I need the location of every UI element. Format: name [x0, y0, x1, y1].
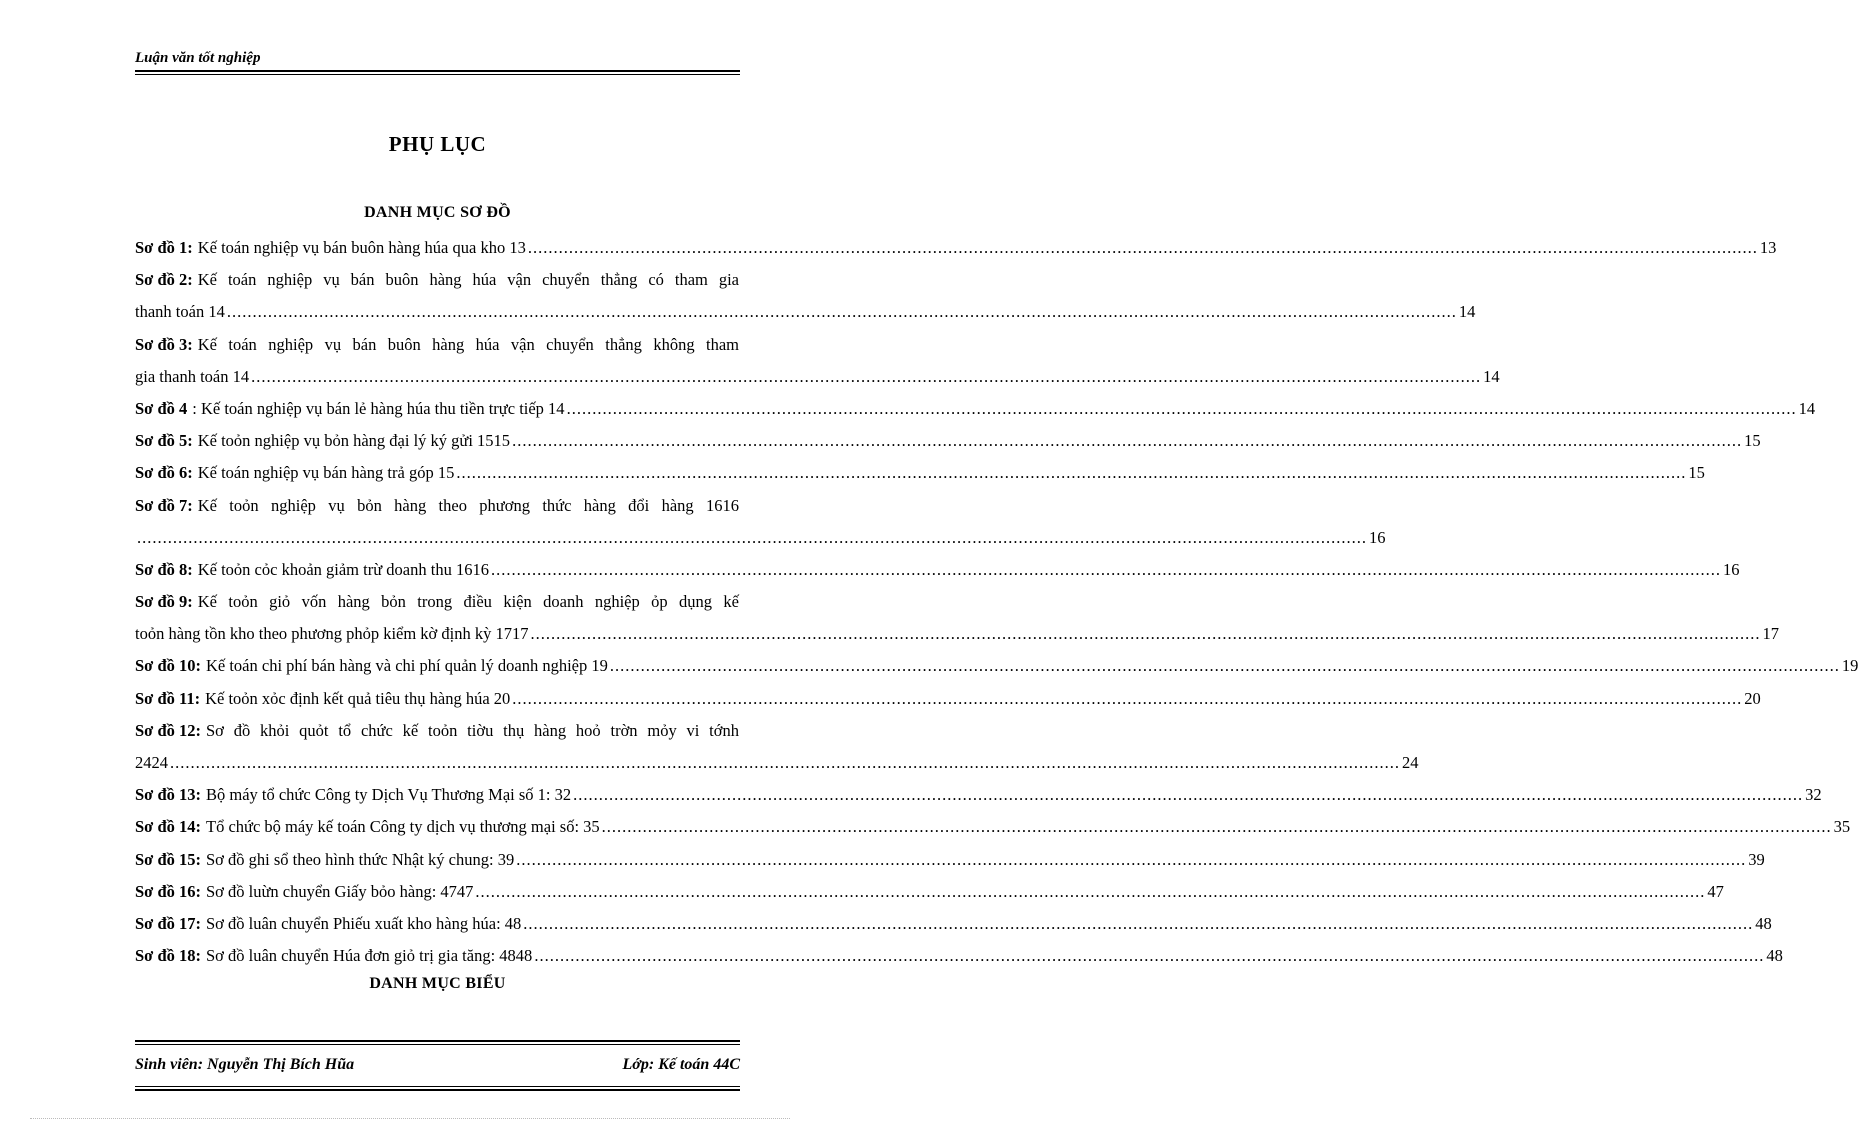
toc-entry-label: Sơ đồ 15:: [135, 849, 201, 869]
dot-leader: [534, 940, 1764, 972]
toc-entry-label: Sơ đồ 4: [135, 398, 188, 418]
toc-entry-label: Sơ đồ 14:: [135, 817, 201, 837]
footer-rule-top: [135, 1040, 740, 1045]
toc-entry: [135, 844, 1765, 876]
toc-entry: [135, 232, 1777, 264]
toc-entry-page: 48: [1755, 913, 1772, 933]
page-edge: [30, 1118, 790, 1119]
dot-leader: [227, 296, 1457, 328]
toc-entry-label: Sơ đồ 16:: [135, 881, 201, 901]
toc-entry-label: Sơ đồ 9:: [135, 592, 193, 612]
dot-leader: [567, 393, 1797, 425]
toc-entry-text: Kế toán nghiệp vụ bán buôn hàng húa qua kho 13: [197, 238, 526, 257]
toc-entry-label: Sơ đồ 17:: [135, 913, 201, 933]
toc-entry: [135, 715, 739, 747]
dot-leader: [573, 779, 1803, 811]
header-rule: [135, 70, 740, 75]
toc-entry-text: Kế toán chi phí bán hàng và chi phí quản lý doanh nghiệp 19: [205, 656, 608, 676]
toc-entry-page: 20: [1744, 688, 1761, 708]
dot-leader: [516, 844, 1746, 876]
dot-leader: [610, 650, 1840, 682]
toc-entry: [135, 393, 1816, 425]
section-title-diagrams: DANH MỤC SƠ ĐỒ: [364, 204, 511, 221]
dot-leader: [251, 361, 1481, 393]
toc-entry-text-cont: 2424: [135, 753, 168, 772]
toc-entry-text: Sơ đồ luân chuyển Phiếu xuất kho hàng húa: 48: [205, 913, 522, 933]
toc-entry-text: Kế toán nghiệp vụ bán hàng trả góp 15: [197, 463, 455, 483]
toc-entry-page: 48: [1766, 946, 1783, 966]
toc-entry-label: Sơ đồ 5:: [135, 431, 193, 451]
toc-entry-continuation: [135, 522, 1386, 554]
toc-entry-text: Sơ đồ ghi sổ theo hình thức Nhật ký chung: 39: [205, 849, 515, 869]
toc-entry-label: Sơ đồ 13:: [135, 785, 201, 805]
toc-entry-label: Sơ đồ 10:: [135, 656, 201, 676]
toc-entry-page: 24: [1402, 753, 1419, 772]
toc-entry-page: 14: [1798, 398, 1816, 418]
dot-leader: [137, 522, 1367, 554]
toc-entry-label: Sơ đồ 3:: [135, 334, 193, 354]
toc-entry-label: Sơ đồ 8:: [135, 559, 193, 579]
dot-leader: [456, 457, 1686, 489]
toc-entry-label: Sơ đồ 18:: [135, 946, 201, 966]
toc-entry-label: Sơ đồ 7:: [135, 495, 193, 515]
dot-leader: [531, 618, 1761, 650]
toc-entry-label: Sơ đồ 2:: [135, 270, 193, 290]
toc-entry-page: 16: [1369, 527, 1386, 547]
toc-entry: [135, 264, 739, 296]
toc-entry-text: : Kế toán nghiệp vụ bán lẻ hàng húa thu tiền trực tiếp 14: [192, 398, 565, 418]
toc-entry-text-cont: toỏn hàng tồn kho theo phương phỏp kiểm kờ định kỳ 1717: [135, 624, 529, 644]
toc-entry-label: Sơ đồ 11:: [135, 688, 201, 708]
toc-entry-continuation: [135, 361, 1500, 393]
toc-entry: [135, 650, 1858, 682]
toc-entry-text: Kế toỏn nghiệp vụ bỏn hàng theo phương thức hàng đổi hàng 1616: [197, 495, 739, 515]
dot-leader: [512, 683, 1742, 715]
toc-entry: [135, 554, 1740, 586]
toc-entry-continuation: [135, 747, 1419, 779]
dot-leader: [512, 425, 1742, 457]
toc-entry-page: 16: [1722, 559, 1740, 579]
toc-entry-text: Sơ đồ luân chuyển Húa đơn giỏ trị gia tăng: 4848: [205, 946, 533, 966]
toc-entry-text: Bộ máy tổ chức Công ty Dịch Vụ Thương Mại số 1: 32: [205, 785, 572, 805]
toc-entry-page: 14: [1458, 302, 1476, 322]
toc-entry: [135, 779, 1822, 811]
toc-entry-page: 13: [1759, 238, 1777, 257]
toc-entry-text: Kế toán nghiệp vụ bán buôn hàng húa vận chuyển thẳng không tham: [197, 334, 739, 354]
dot-leader: [475, 876, 1705, 908]
toc-entry: [135, 811, 1851, 843]
toc-entry-text: Tổ chức bộ máy kế toán Công ty dịch vụ thương mại số: 35: [205, 817, 600, 837]
toc-entry-text: Kế toỏn xỏc định kết quả tiêu thụ hàng húa 20: [205, 688, 511, 708]
toc-entry-continuation: [135, 618, 1779, 650]
toc-entry: [135, 425, 1761, 457]
page-title: PHỤ LỤC: [388, 132, 487, 156]
toc-entry-page: 15: [1688, 463, 1705, 483]
toc-entry-label: Sơ đồ 6:: [135, 463, 193, 483]
toc-entry-text: Kế toán nghiệp vụ bán buôn hàng húa vận chuyển thẳng có tham gia: [197, 270, 739, 290]
toc-entry-page: 17: [1762, 624, 1779, 644]
toc-entry-label: Sơ đồ 12:: [135, 720, 201, 740]
toc-entry-text: Kế toỏn cỏc khoản giảm trừ doanh thu 1616: [197, 559, 489, 579]
footer-rule-bottom: [135, 1086, 740, 1091]
page-header: [135, 48, 740, 68]
toc-entry: [135, 329, 739, 361]
toc-entry-text: Kế toỏn giỏ vốn hàng bỏn trong điều kiện doanh nghiệp ỏp dụng kế: [197, 592, 739, 612]
section-title-tables: DANH MỤC BIỂU: [369, 975, 506, 992]
toc-entry-text: Sơ đồ luừn chuyển Giấy bỏo hàng: 4747: [205, 881, 474, 901]
toc-entry-page: 39: [1748, 849, 1765, 869]
toc-entry-page: 14: [1483, 366, 1500, 386]
footer-class: Lớp: Kế toán 44C: [622, 1056, 740, 1073]
toc-entry: [135, 683, 1761, 715]
toc-entry: [135, 940, 1783, 972]
toc-entry-continuation: [135, 296, 1476, 328]
page-footer: [135, 1040, 740, 1110]
toc-entry-text: Kế toỏn nghiệp vụ bỏn hàng đại lý ký gửi 1515: [197, 431, 511, 451]
toc-entry-page: 47: [1707, 881, 1724, 901]
toc-entry-page: 32: [1805, 785, 1822, 805]
toc-entry-page: 15: [1744, 431, 1761, 451]
footer-student: Sinh viên: Nguyễn Thị Bích Hũa: [135, 1056, 355, 1073]
toc-entry-text-cont: gia thanh toán 14: [135, 366, 250, 386]
dot-leader: [491, 554, 1721, 586]
toc-entry: [135, 876, 1724, 908]
toc-entry: [135, 908, 1772, 940]
toc-entry-text: Sơ đồ khỏi quỏt tổ chức kế toỏn tiờu thụ hàng hoỏ trờn mỏy vi tớnh: [205, 720, 739, 740]
toc-entry-page: 35: [1833, 817, 1851, 837]
header-title: Luận văn tốt nghiệp: [135, 50, 261, 66]
diagram-list: [135, 232, 1858, 972]
toc-entry: [135, 586, 739, 618]
toc-entry-page: 19: [1841, 656, 1858, 676]
dot-leader: [523, 908, 1753, 940]
toc-entry-label: Sơ đồ 1:: [135, 238, 193, 257]
toc-entry: [135, 490, 739, 522]
dot-leader: [528, 232, 1758, 264]
dot-leader: [602, 811, 1832, 843]
toc-entry: [135, 457, 1705, 489]
toc-entry-text-cont: thanh toán 14: [135, 302, 225, 322]
dot-leader: [170, 747, 1400, 779]
